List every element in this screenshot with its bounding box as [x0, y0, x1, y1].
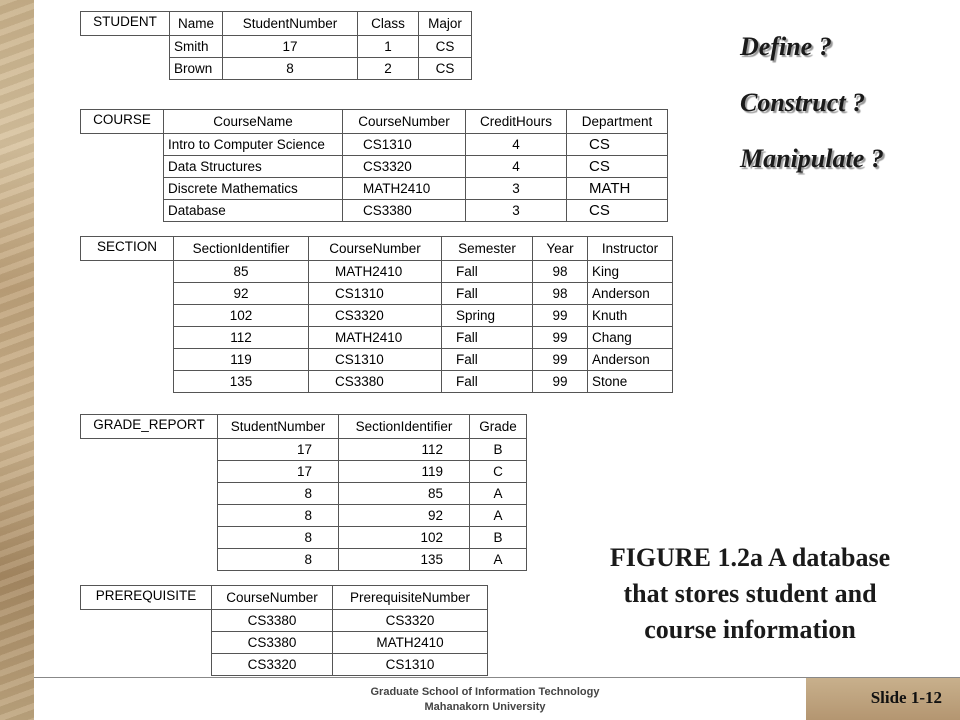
footer-institution: Graduate School of Information Technology Mahanakorn University [370, 686, 600, 713]
table-row: CS3380 CS3320 [81, 610, 488, 632]
course-table: COURSE CourseName CourseNumber CreditHours Department Intro to Computer Science CS1310 4 CS Data Structures CS3320 4 CS Discrete Mathematics MATH2410 3 MATH Database CS3380 3 CS [80, 109, 668, 222]
table-row: CS3380 MATH2410 [81, 632, 488, 654]
relation-name: SECTION [81, 237, 174, 261]
slide-number: Slide 1-12 [870, 688, 942, 707]
table-row: Discrete Mathematics MATH2410 3 MATH [81, 178, 668, 200]
question-construct: Construct ? [740, 88, 865, 117]
table-row: 102 CS3320 Spring 99 Knuth [81, 305, 673, 327]
table-row: Smith 17 1 CS [81, 36, 472, 58]
section-table: SECTION SectionIdentifier CourseNumber Semester Year Instructor 85 MATH2410 Fall 98 King 92 CS1310 Fall 98 Anderson 102 CS3320 Spring 99 Knuth 112 MATH2410 Fall 99 Chang 119 CS1310 Fall 99 Anderson 135 CS3380 Fall 99 Stone [80, 236, 673, 393]
table-row: 135 CS3380 Fall 99 Stone [81, 371, 673, 393]
table-row: Intro to Computer Science CS1310 4 CS [81, 134, 668, 156]
question-manipulate: Manipulate ? [740, 144, 884, 173]
table-row: 85 MATH2410 Fall 98 King [81, 261, 673, 283]
relation-name: GRADE_REPORT [81, 415, 218, 439]
table-row: 8 135 A [81, 549, 527, 571]
decorative-sidebar [0, 0, 34, 720]
slide-number-box [806, 678, 960, 720]
table-row: 112 MATH2410 Fall 99 Chang [81, 327, 673, 349]
table-row: 8 102 B [81, 527, 527, 549]
table-row: 17 119 C [81, 461, 527, 483]
table-row: Database CS3380 3 CS [81, 200, 668, 222]
table-row: Data Structures CS3320 4 CS [81, 156, 668, 178]
relation-name: PREREQUISITE [81, 586, 212, 610]
question-define: Define ? [740, 32, 832, 61]
grade-report-table: GRADE_REPORT StudentNumber SectionIdentifier Grade 17 112 B 17 119 C 8 85 A 8 92 A 8 102 B 8 135 A [80, 414, 527, 571]
table-row: 92 CS1310 Fall 98 Anderson [81, 283, 673, 305]
prerequisite-table: PREREQUISITE CourseNumber PrerequisiteNumber CS3380 CS3320 CS3380 MATH2410 CS3320 CS1310 [80, 585, 488, 676]
relation-name: STUDENT [81, 12, 170, 36]
table-row: 8 85 A [81, 483, 527, 505]
table-row: 8 92 A [81, 505, 527, 527]
table-row: CS3320 CS1310 [81, 654, 488, 676]
table-row: 17 112 B [81, 439, 527, 461]
table-row: 119 CS1310 Fall 99 Anderson [81, 349, 673, 371]
figure-caption: FIGURE 1.2a A database that stores student and course information [609, 543, 891, 644]
relation-name: COURSE [81, 110, 164, 134]
table-row: Brown 8 2 CS [81, 58, 472, 80]
student-table: STUDENT Name StudentNumber Class Major Smith 17 1 CS Brown 8 2 CS [80, 11, 472, 80]
